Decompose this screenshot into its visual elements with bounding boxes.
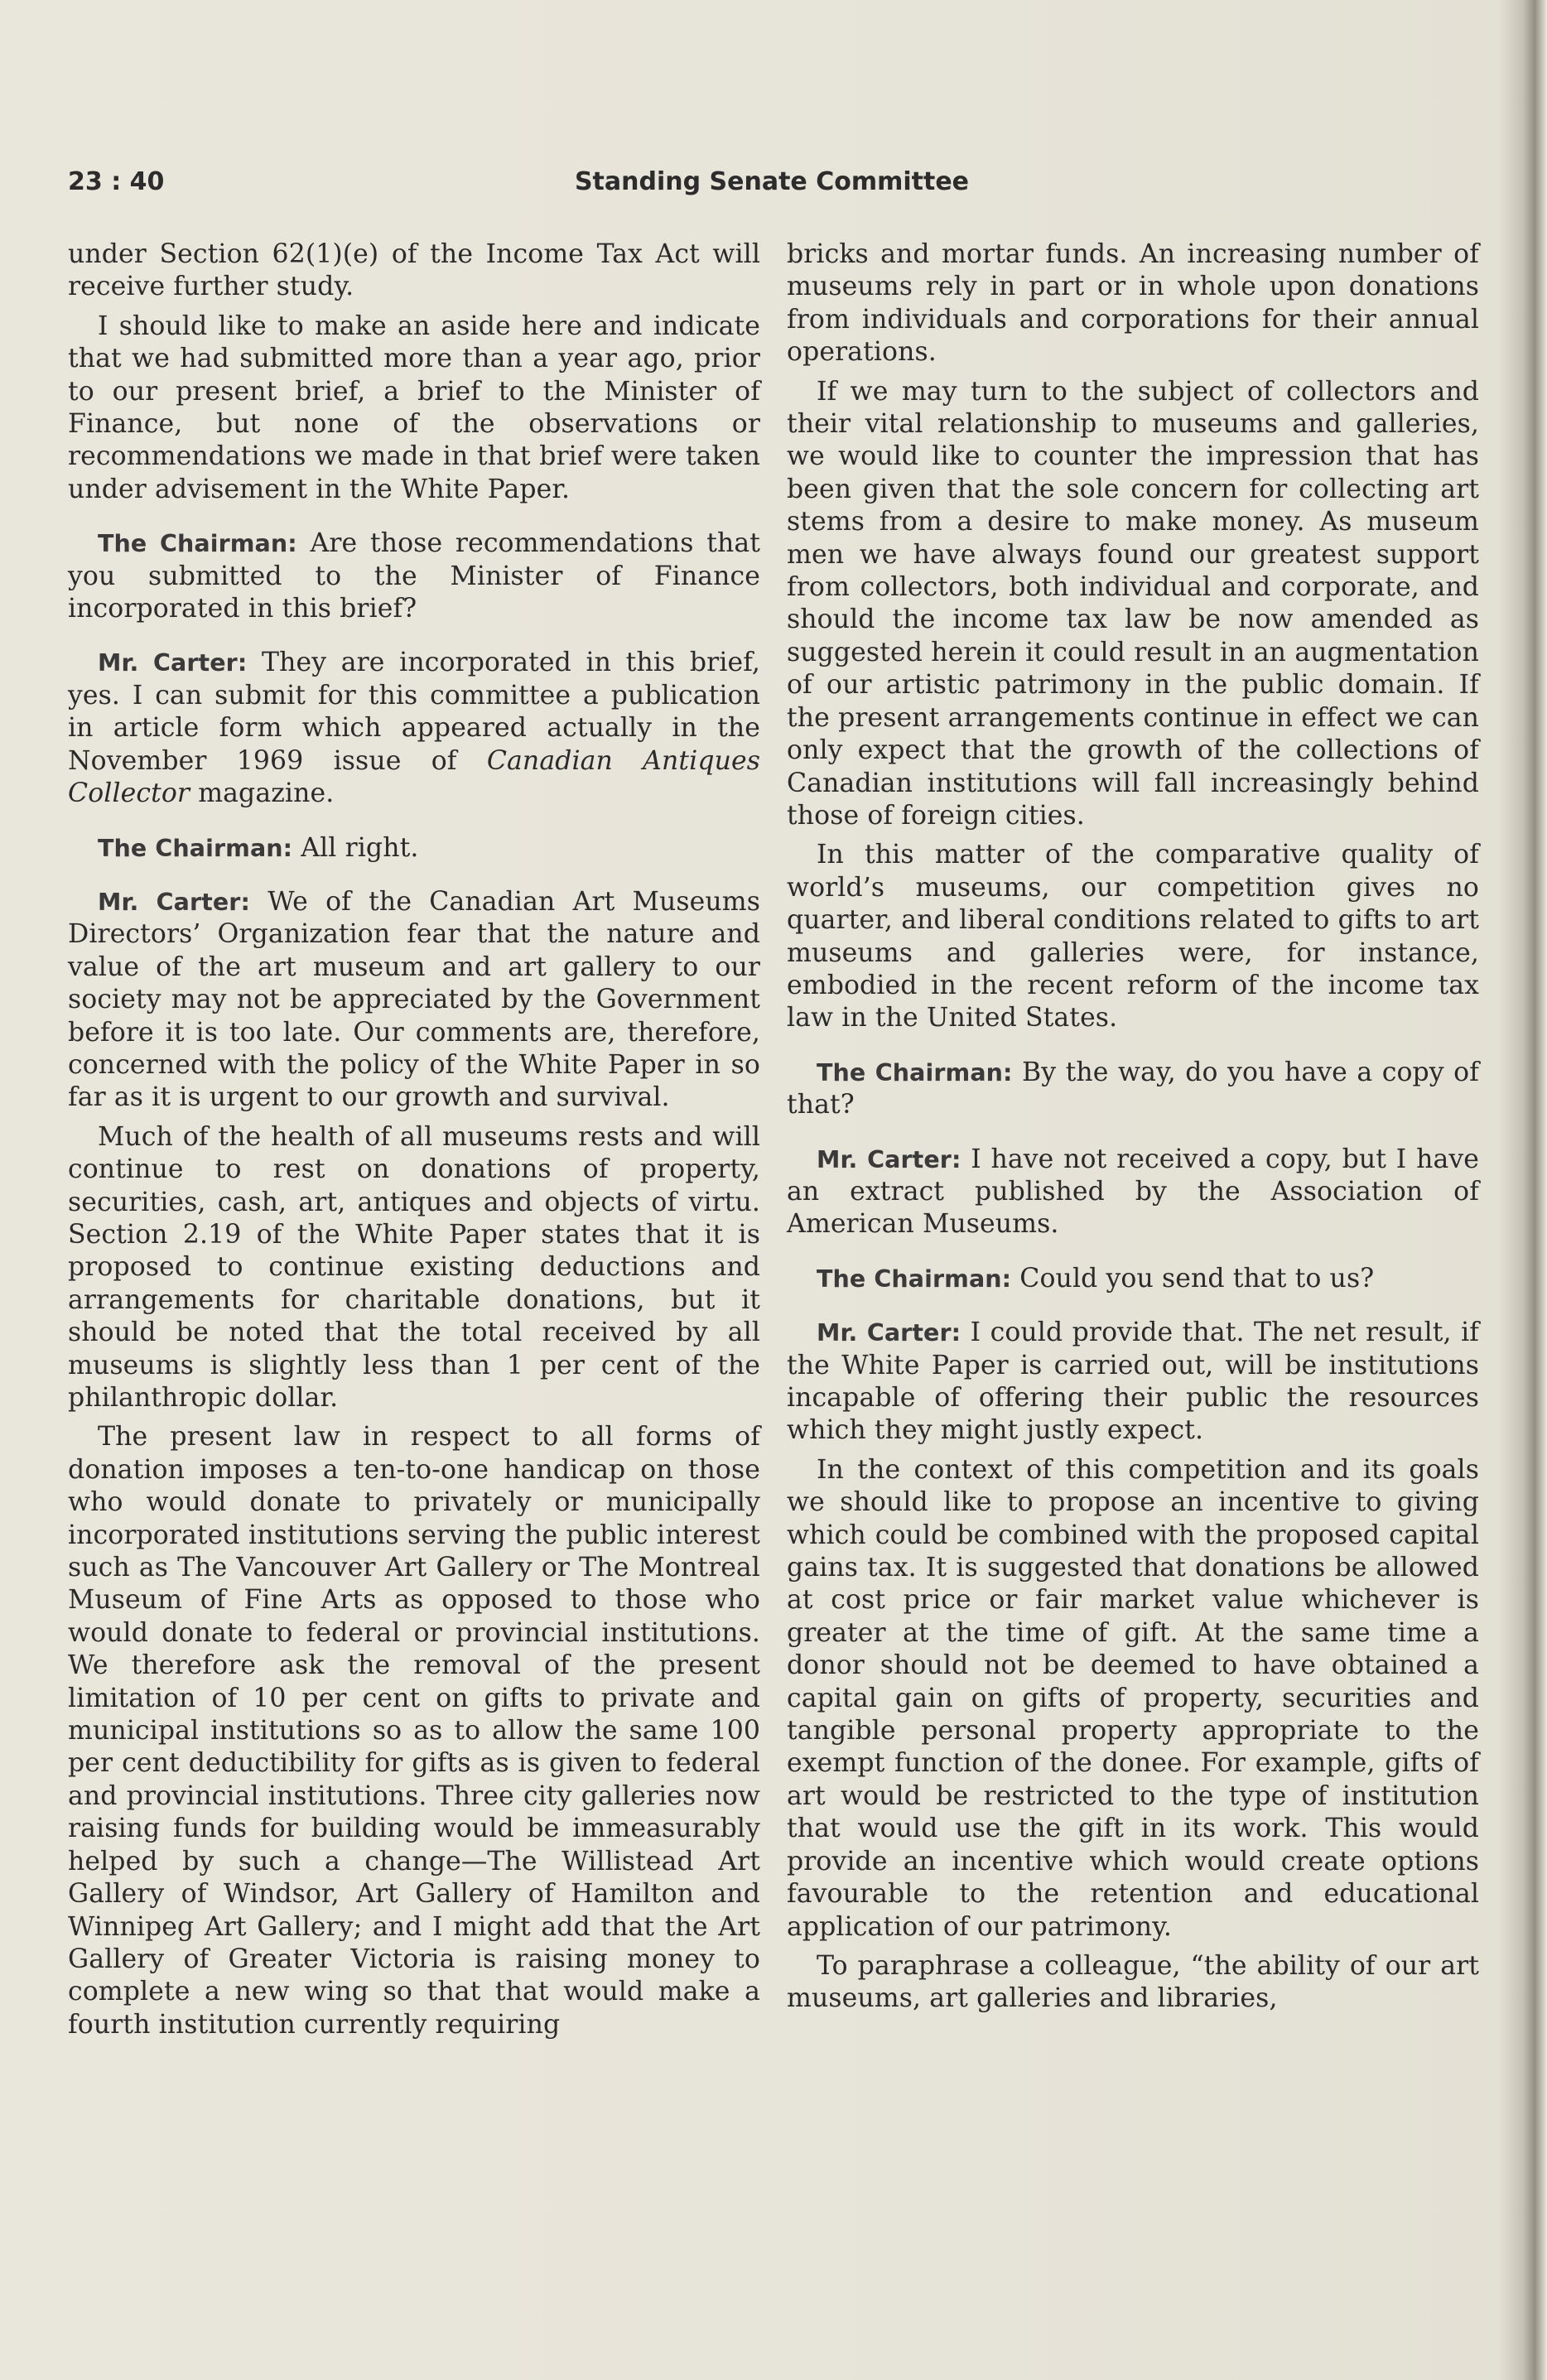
speaker-label: The Chairman: [817,1265,1012,1293]
speech-text: magazine. [190,778,335,809]
speech-paragraph [787,1317,1479,1448]
speech-paragraph [787,1144,1479,1241]
running-head: Standing Senate Committee [574,167,970,196]
paragraph: bricks and mortar funds. An increasing number of museums rely in part or in whole upon donations from individuals and corporations for their annual operations. [787,239,1479,368]
speaker-label: The Chairman: [98,834,293,862]
paragraph: Much of the health of all museums rests and will continue to rest on donations of property, securities, cash, art, antiques and objects of virtu. Section 2.19 of the White Paper states that it is proposed to continue existing deductions and arrangements for charitable donations, but it should be noted that the total received by all museums is slightly less than 1 per cent of the philanthropic dollar. [68,1121,760,1413]
speaker-label: Mr. Carter: [98,888,250,916]
speech-text: Are those recommendations that you submitted to the Minister of Finance incorporated in this brief? [68,528,760,624]
speaker-label: The Chairman: [98,530,297,558]
speech-text: Could you send that to us? [1011,1263,1375,1294]
speech-text: I have not received a copy, but I have an extract published by the Association of American Museums. [787,1144,1479,1240]
binding-shadow [1499,0,1547,2380]
speaker-label: Mr. Carter: [817,1319,961,1347]
speech-paragraph [68,832,760,865]
paragraph: I should like to make an aside here and indicate that we had submitted more than a year ago, prior to our present brief, a brief to the Minister of Finance, but none of the observations or recommendations we made in that brief were taken under advisement in the White Paper. [68,311,760,504]
paragraph: In this matter of the comparative quality of world’s museums, our competition gives no quarter, and liberal conditions related to gifts to art museums and galleries were, for instance, embodied in the recent reform of the income tax law in the United States. [787,840,1479,1033]
page-number: 23 : 40 [68,167,165,196]
paragraph: under Section 62(1)(e) of the Income Tax Act will receive further study. [68,239,760,302]
publication-title: Canadian Antiques Collector [68,745,761,809]
left-column [68,238,760,2048]
speaker-label: The Chairman: [817,1058,1013,1086]
right-column [787,238,1479,2022]
speech-paragraph [68,886,760,1115]
speech-text: I could provide that. The net result, if the White Paper is carried out, will be institutions incapable of offering their public the resources which they might justly expect. [787,1318,1480,1446]
speech-paragraph [68,528,760,625]
speech-text: By the way, do you have a copy of that? [787,1057,1479,1120]
paragraph: The present law in respect to all forms of donation imposes a ten-to-one handicap on those who would donate to privately or municipally incorporated institutions serving the public interest such as The Vancouver Art Gallery or The Montreal Museum of Fine Arts as opposed to those who would donate to federal or provincial institutions. We therefore ask the removal of the present limitation of 10 per cent on gifts to private and municipal institutions so as to allow the same 100 per cent deductibility for gifts as is given to federal and provincial institutions. Three city galleries now raising funds for building would be immeasurably helped by such a change—The Willistead Art Gallery of Windsor, Art Gallery of Hamilton and Winnipeg Art Gallery; and I might add that the Art Gallery of Greater Victoria is raising money to complete a new wing so that that would make a fourth institution currently requiring [68,1422,760,2040]
speech-text: They are incorporated in this brief, yes. I can submit for this committee a publication in article form which appeared actually in the November 1969 issue of [68,648,761,776]
page-header [68,167,1476,209]
speech-text: We of the Canadian Art Museums Directors’ Organization fear that the nature and value of the art museum and art gallery to our society may not be appreciated by the Government before it is too late. Our comments are, therefore, concerned with the policy of the White Paper in so far as it is urgent to our growth and survival. [68,886,760,1113]
speech-paragraph [68,647,760,810]
speech-paragraph [787,1263,1479,1295]
speaker-label: Mr. Carter: [817,1145,961,1173]
speech-text: All right. [292,832,419,863]
paragraph: In the context of this competition and its goals we should like to propose an incentive to giving which could be combined with the proposed capital gains tax. It is suggested that donations be allowed at cost price or fair market value whichever is greater at the time of gift. At the same time a donor should not be deemed to have obtained a capital gain on gifts of property, securities and tangible personal property appropriate to the exempt function of the donee. For example, gifts of art would be restricted to the type of institution that would use the gift in its work. This would provide an incentive which would create options favourable to the retention and educational application of our patrimony. [787,1454,1479,1942]
paragraph: If we may turn to the subject of collectors and their vital relationship to museums and galleries, we would like to counter the impression that has been given that the sole concern for collecting art stems from a desire to make money. As museum men we have always found our greatest support from collectors, both individual and corporate, and should the income tax law be now amended as suggested herein it could result in an augmentation of our artistic patrimony in the public domain. If the present arrangements continue in effect we can only expect that the growth of the collections of Canadian institutions will fall increasingly behind those of foreign cities. [787,376,1479,831]
paragraph: To paraphrase a colleague, “the ability of our art museums, art galleries and libraries, [787,1950,1479,2014]
speech-paragraph [787,1057,1479,1122]
speaker-label: Mr. Carter: [98,649,248,677]
